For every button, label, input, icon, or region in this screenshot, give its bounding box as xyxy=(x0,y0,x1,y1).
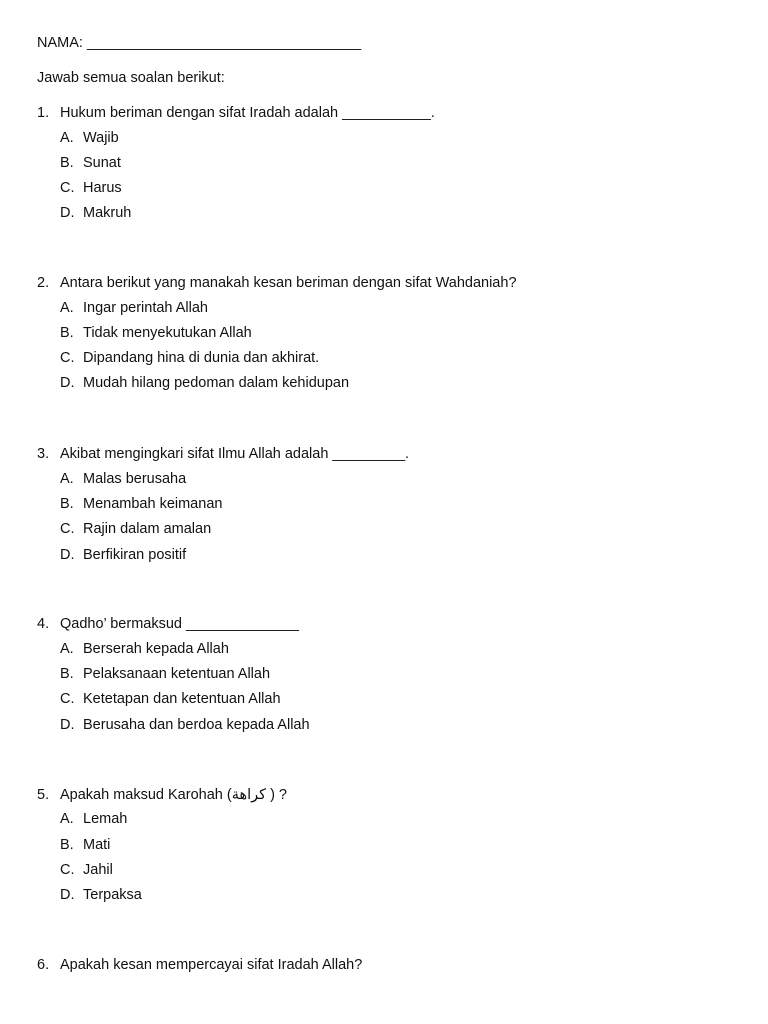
option-text: Sunat xyxy=(83,155,121,171)
option-text: Wajib xyxy=(83,130,119,146)
question-text: Qadho’ bermaksud ______________ xyxy=(60,616,299,632)
option-letter: B. xyxy=(60,325,74,341)
option-text: Berusaha dan berdoa kepada Allah xyxy=(83,717,310,733)
instruction-text: Jawab semua soalan berikut: xyxy=(37,70,225,86)
question-number: 2. xyxy=(37,275,50,291)
option-letter: A. xyxy=(60,471,74,487)
option-letter: A. xyxy=(60,641,74,657)
option-text: Berfikiran positif xyxy=(83,547,187,563)
question-text: Akibat mengingkari sifat Ilmu Allah adalah _________. xyxy=(60,446,410,462)
option-letter: D. xyxy=(60,375,75,391)
option-text: Rajin dalam amalan xyxy=(83,521,212,537)
question-text: Apakah maksud Karohah (كراهة ) ? xyxy=(60,787,287,803)
option-text: Ketetapan dan ketentuan Allah xyxy=(83,691,281,707)
option-text: Pelaksanaan ketentuan Allah xyxy=(83,666,271,682)
option-text: Terpaksa xyxy=(83,887,142,903)
option-letter: B. xyxy=(60,155,74,171)
option-text: Lemah xyxy=(83,811,128,827)
option-text: Harus xyxy=(83,180,122,196)
question-number: 6. xyxy=(37,957,50,973)
option-text: Makruh xyxy=(83,205,132,221)
option-letter: A. xyxy=(60,300,74,316)
question-text: Antara berikut yang manakah kesan beriman dengan sifat Wahdaniah? xyxy=(60,275,517,291)
option-letter: D. xyxy=(60,887,75,903)
option-letter: B. xyxy=(60,666,74,682)
option-text: Mati xyxy=(83,837,111,853)
option-letter: C. xyxy=(60,350,75,366)
option-text: Menambah keimanan xyxy=(83,496,223,512)
option-letter: D. xyxy=(60,547,75,563)
option-letter: A. xyxy=(60,130,74,146)
option-letter: C. xyxy=(60,180,75,196)
option-letter: D. xyxy=(60,717,75,733)
option-letter: C. xyxy=(60,691,75,707)
option-text: Mudah hilang pedoman dalam kehidupan xyxy=(83,375,350,391)
option-letter: A. xyxy=(60,811,74,827)
option-text: Ingar perintah Allah xyxy=(83,300,208,316)
option-text: Tidak menyekutukan Allah xyxy=(83,325,252,341)
question-number: 5. xyxy=(37,787,50,803)
option-text: Dipandang hina di dunia dan akhirat. xyxy=(83,350,320,366)
option-letter: B. xyxy=(60,837,74,853)
question-number: 3. xyxy=(37,446,50,462)
question-text: Hukum beriman dengan sifat Iradah adalah ___________. xyxy=(60,105,435,121)
option-text: Jahil xyxy=(83,862,113,878)
option-letter: B. xyxy=(60,496,74,512)
name-field-label: NAMA: __________________________________ xyxy=(37,35,362,51)
option-letter: C. xyxy=(60,862,75,878)
option-letter: C. xyxy=(60,521,75,537)
option-text: Berserah kepada Allah xyxy=(83,641,229,657)
option-text: Malas berusaha xyxy=(83,471,187,487)
question-number: 1. xyxy=(37,105,50,121)
question-number: 4. xyxy=(37,616,50,632)
question-text: Apakah kesan mempercayai sifat Iradah Allah? xyxy=(60,957,363,973)
option-letter: D. xyxy=(60,205,75,221)
